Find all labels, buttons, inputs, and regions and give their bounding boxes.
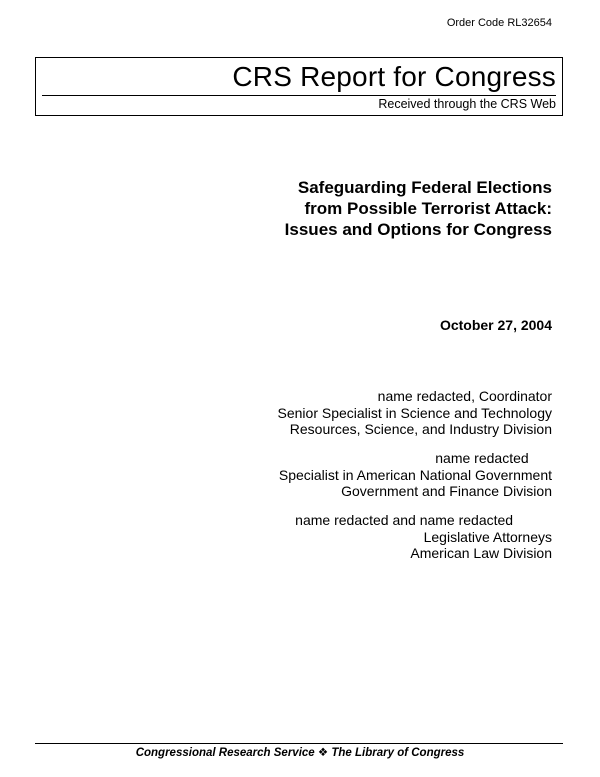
report-title-line: Safeguarding Federal Elections [297, 178, 552, 197]
author-title: Specialist in American National Government [278, 466, 552, 483]
footer-text: Congressional Research Service ❖ The Library of Congress [135, 747, 465, 759]
author-block [295, 512, 552, 562]
author-division: Government and Finance Division [341, 483, 552, 499]
header-title: CRS Report for Congress [232, 61, 556, 92]
author-title: Senior Specialist in Science and Technology [277, 404, 552, 421]
footer-divider [35, 743, 563, 744]
header-divider [42, 95, 556, 96]
author-division: American Law Division [410, 545, 552, 561]
author-block [279, 450, 552, 500]
report-header-box [35, 57, 563, 116]
author-title: Legislative Attorneys [423, 528, 552, 545]
author-division: Resources, Science, and Industry Division [289, 421, 552, 437]
author-name: name redacted [435, 450, 552, 466]
report-title-line: from Possible Terrorist Attack: [304, 199, 552, 218]
report-date: October 27, 2004 [439, 317, 552, 333]
report-title [285, 177, 552, 240]
author-name: name redacted and name redacted [295, 512, 552, 528]
report-title-line: Issues and Options for Congress [284, 220, 552, 239]
order-code: Order Code RL32654 [446, 17, 552, 29]
author-name: name redacted, Coordinator [377, 388, 552, 404]
author-block [278, 388, 552, 438]
header-subtitle: Received through the CRS Web [378, 97, 556, 111]
